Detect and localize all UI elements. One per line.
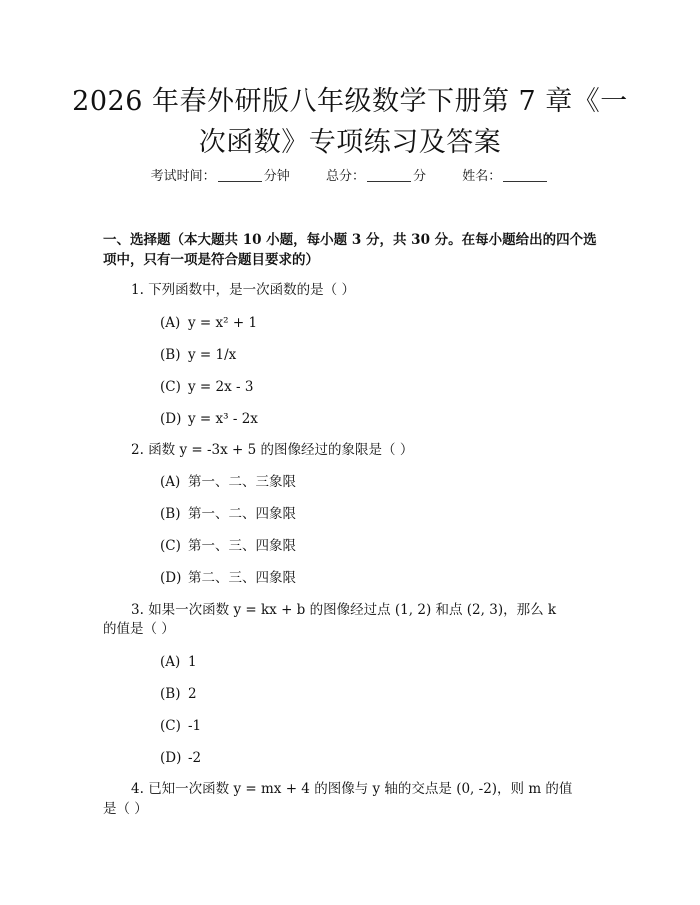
option-1c[interactable]	[160, 377, 253, 397]
section-heading: 一、选择题（本大题共 10 小题，每小题 3 分，共 30 分。在每小题给出的四个选项中，只有一项是符合题目要求的）	[103, 232, 597, 268]
option-2b[interactable]	[160, 504, 296, 524]
option-text: 第一、二、四象限	[188, 506, 296, 522]
question-number: 4.	[131, 781, 144, 797]
question-4-line1	[131, 779, 572, 800]
option-text: -2	[188, 750, 202, 766]
time-label: 考试时间：	[150, 169, 216, 184]
option-1a[interactable]	[160, 313, 257, 333]
question-stem: 函数 y = -3x + 5 的图像经过的象限是（ ）	[148, 442, 414, 458]
option-label: (D)	[160, 570, 182, 586]
option-text: y = x² + 1	[188, 315, 258, 331]
option-label: (A)	[160, 654, 181, 670]
name-label: 姓名：	[462, 169, 502, 184]
question-stem: 已知一次函数 y = mx + 4 的图像与 y 轴的交点是 (0, -2)，则 m 的值	[148, 781, 573, 797]
option-text: 1	[188, 654, 197, 670]
page-title-line2: 次函数》专项练习及答案	[198, 127, 502, 158]
question-1	[131, 280, 355, 301]
option-label: (A)	[160, 474, 181, 490]
option-3b[interactable]	[160, 684, 197, 704]
option-label: (A)	[160, 315, 181, 331]
exam-meta	[0, 168, 700, 186]
option-1b[interactable]	[160, 345, 236, 365]
option-label: (C)	[160, 718, 181, 734]
option-text: y = 2x - 3	[188, 379, 254, 395]
option-2d[interactable]	[160, 568, 296, 588]
question-2	[131, 440, 413, 461]
question-number: 3.	[131, 602, 144, 618]
question-number: 2.	[131, 442, 144, 458]
option-3d[interactable]	[160, 748, 201, 768]
option-label: (D)	[160, 411, 182, 427]
option-text: -1	[188, 718, 202, 734]
question-number: 1.	[131, 282, 144, 298]
option-text: y = x³ - 2x	[188, 411, 258, 427]
score-label: 总分：	[325, 169, 365, 184]
question-stem: 下列函数中，是一次函数的是（ ）	[148, 282, 355, 298]
option-text: 2	[188, 686, 197, 702]
option-text: 第一、三、四象限	[188, 538, 296, 554]
time-blank[interactable]	[218, 169, 262, 182]
question-stem: 如果一次函数 y = kx + b 的图像经过点 (1, 2) 和点 (2, 3)，那么 k	[148, 602, 557, 618]
option-2a[interactable]	[160, 472, 296, 492]
option-label: (B)	[160, 686, 181, 702]
option-1d[interactable]	[160, 409, 258, 429]
option-text: 第一、二、三象限	[188, 474, 296, 490]
option-text: 第二、三、四象限	[188, 570, 296, 586]
score-unit: 分	[413, 169, 427, 184]
question-3-line1	[131, 600, 556, 621]
time-unit: 分钟	[263, 169, 290, 184]
score-blank[interactable]	[367, 169, 411, 182]
question-4-line2: 是（ ）	[103, 801, 148, 817]
option-label: (C)	[160, 538, 181, 554]
option-label: (C)	[160, 379, 181, 395]
name-blank[interactable]	[503, 169, 547, 182]
option-label: (B)	[160, 506, 181, 522]
option-3c[interactable]	[160, 716, 201, 736]
page-title-line1: 2026 年春外研版八年级数学下册第 7 章《一	[72, 86, 628, 117]
option-text: y = 1/x	[188, 347, 237, 363]
option-label: (D)	[160, 750, 182, 766]
option-3a[interactable]	[160, 652, 197, 672]
question-3-line2: 的值是（ ）	[103, 621, 175, 637]
option-label: (B)	[160, 347, 181, 363]
option-2c[interactable]	[160, 536, 296, 556]
